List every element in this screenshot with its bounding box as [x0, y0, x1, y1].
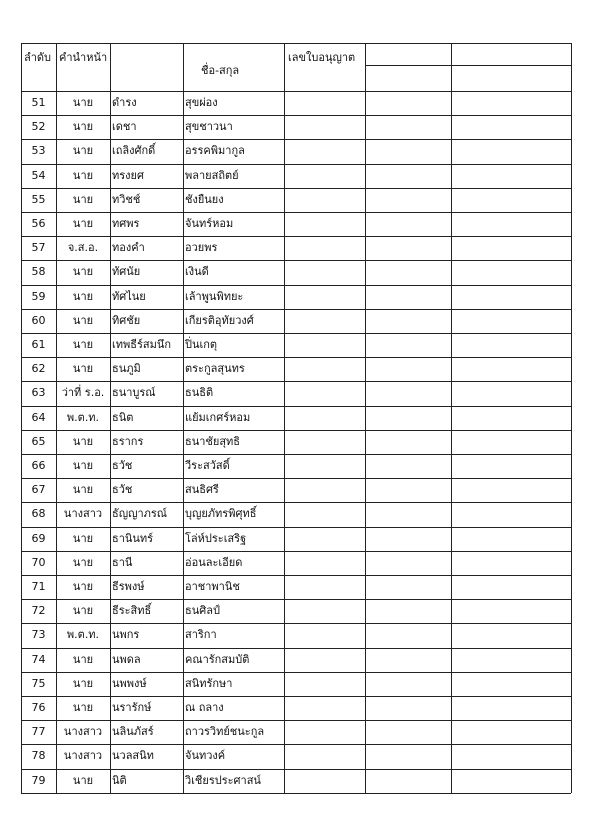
cell-last: ธนาชัยสุทธิ [185, 434, 240, 448]
grid-line [21, 212, 571, 213]
grid-line [21, 527, 571, 528]
grid-line [365, 43, 366, 793]
cell-first: เทพธีร์สมนึก [112, 338, 172, 351]
cell-prefix: นางสาว [63, 507, 103, 521]
grid-line [21, 381, 571, 382]
cell-prefix: พ.ต.ท. [66, 628, 100, 642]
cell-no: 59 [31, 289, 46, 303]
grid-line [21, 188, 571, 189]
cell-first: ทรงยศ [112, 168, 144, 182]
cell-last: สนธิศรี [185, 483, 219, 497]
grid-line [21, 696, 571, 697]
cell-prefix: นาย [72, 338, 94, 351]
cell-first: ธนิต [112, 410, 134, 424]
cell-last: จันทร์หอม [185, 217, 234, 230]
cell-last: แย้มเกศร์หอม [185, 410, 251, 424]
cell-no: 74 [31, 652, 46, 666]
grid-line [21, 478, 571, 479]
cell-no: 78 [31, 749, 46, 763]
cell-no: 69 [31, 531, 46, 545]
grid-line [21, 91, 571, 92]
grid-line [21, 551, 571, 552]
cell-no: 67 [31, 483, 46, 497]
cell-prefix: นาย [72, 580, 94, 593]
cell-no: 57 [31, 241, 46, 255]
cell-first: เถลิงศักดิ์ [112, 144, 156, 158]
cell-prefix: นาย [72, 701, 94, 714]
cell-no: 56 [31, 217, 46, 230]
cell-first: ธวัช [112, 459, 133, 472]
cell-last: บุญยภัทรพิศุทธิ์ [185, 507, 257, 521]
cell-first: นพดล [112, 652, 141, 666]
cell-no: 55 [31, 192, 46, 206]
cell-no: 76 [31, 701, 46, 714]
cell-prefix: นางสาว [63, 725, 103, 739]
cell-first: ธีรพงษ์ [112, 580, 145, 593]
cell-prefix: นาย [72, 459, 94, 472]
cell-last: อ่อนละเอียด [185, 555, 243, 569]
grid-line [21, 648, 571, 649]
grid-line [21, 744, 571, 745]
cell-last: ธนศิลป์ [185, 604, 220, 618]
cell-last: อรรคพิมากูล [185, 144, 245, 158]
cell-last: เงินดี [185, 265, 209, 279]
header-license: เลขใบอนุญาต [288, 51, 356, 64]
cell-no: 66 [31, 459, 46, 472]
grid-line [21, 43, 571, 44]
cell-no: 51 [31, 96, 46, 109]
grid-line [21, 406, 571, 407]
grid-line [21, 672, 571, 673]
grid-line [451, 43, 452, 793]
cell-first: นลินภัสร์ [112, 725, 154, 739]
cell-no: 65 [31, 434, 46, 448]
cell-first: ธวัช [112, 483, 133, 497]
cell-first: ทวิชช์ [112, 192, 141, 206]
cell-prefix: นางสาว [63, 749, 103, 763]
cell-first: ดำรง [112, 96, 137, 109]
cell-first: ทศพร [112, 217, 140, 230]
cell-prefix: จ.ส.อ. [67, 241, 99, 255]
cell-no: 62 [31, 362, 46, 376]
grid-line [21, 454, 571, 455]
cell-prefix: นาย [72, 434, 94, 448]
grid-line [21, 769, 571, 770]
cell-prefix: นาย [72, 289, 94, 303]
cell-last: สนิทรักษา [185, 676, 233, 690]
grid-line [571, 43, 572, 793]
cell-first: ธนภูมิ [112, 362, 141, 376]
cell-first: ทัศนัย [112, 265, 141, 279]
grid-line [21, 236, 571, 237]
cell-first: ธานี [112, 555, 133, 569]
grid-line [21, 502, 571, 503]
grid-line [21, 430, 571, 431]
cell-prefix: นาย [72, 265, 94, 279]
grid-line [21, 333, 571, 334]
cell-no: 61 [31, 338, 46, 351]
cell-no: 54 [31, 168, 46, 182]
cell-last: คณารักสมบัติ [185, 652, 250, 666]
cell-no: 71 [31, 580, 46, 593]
grid-line [21, 599, 571, 600]
grid-line [365, 65, 571, 66]
cell-prefix: นาย [72, 313, 94, 327]
cell-no: 53 [31, 144, 46, 158]
cell-prefix: นาย [72, 773, 94, 787]
grid-line [21, 115, 571, 116]
cell-first: ธรากร [112, 434, 144, 448]
cell-prefix: นาย [72, 483, 94, 497]
cell-prefix: นาย [72, 168, 94, 182]
cell-last: ตระกูลสุนทร [185, 362, 245, 376]
license-table [21, 43, 571, 802]
cell-first: นพกร [112, 628, 140, 642]
cell-last: สุขผ่อง [185, 96, 218, 109]
cell-prefix: นาย [72, 217, 94, 230]
grid-line [21, 357, 571, 358]
cell-prefix: นาย [72, 192, 94, 206]
cell-first: เดชา [112, 120, 137, 134]
cell-no: 79 [31, 773, 46, 787]
cell-last: สาริกา [185, 628, 217, 642]
cell-last: ธนธิติ [185, 386, 214, 400]
cell-prefix: นาย [72, 652, 94, 666]
cell-no: 52 [31, 120, 46, 134]
cell-first: ธัญญาภรณ์ [112, 507, 167, 521]
cell-first: นวลสนิท [112, 749, 154, 763]
cell-prefix: นาย [72, 604, 94, 618]
cell-prefix: นาย [72, 362, 94, 376]
cell-no: 77 [31, 725, 46, 739]
cell-no: 72 [31, 604, 46, 618]
cell-first: นพพงษ์ [112, 676, 147, 690]
cell-prefix: นาย [72, 555, 94, 569]
cell-no: 73 [31, 628, 46, 642]
cell-last: อวยพร [185, 241, 218, 255]
grid-line [21, 139, 571, 140]
grid-line [21, 720, 571, 721]
cell-no: 58 [31, 265, 46, 279]
cell-last: จันทวงค์ [185, 749, 226, 763]
cell-prefix: พ.ต.ท. [66, 410, 100, 424]
cell-last: พลายสถิตย์ [185, 168, 239, 182]
cell-last: วีระสวัสดิ์ [185, 459, 230, 472]
header-name: ชื่อ-สกุล [201, 64, 240, 77]
cell-first: ทัศไนย [112, 289, 146, 303]
grid-line [21, 623, 571, 624]
header-prefix: คำนำหน้า [59, 51, 108, 64]
cell-no: 70 [31, 555, 46, 569]
cell-prefix: นาย [72, 531, 94, 545]
cell-last: ณ ถลาง [185, 701, 224, 714]
cell-prefix: นาย [72, 96, 94, 109]
cell-last: อาชาพานิช [185, 580, 240, 593]
cell-first: ทองคำ [112, 241, 145, 255]
cell-first: ธานินทร์ [112, 531, 154, 545]
cell-prefix: นาย [72, 144, 94, 158]
cell-first: ทิศชัย [112, 313, 141, 327]
cell-no: 63 [31, 386, 46, 400]
cell-last: วิเชียรประศาสน์ [185, 773, 261, 787]
grid-line [21, 285, 571, 286]
cell-prefix: นาย [72, 676, 94, 690]
cell-prefix: ว่าที่ ร.อ. [61, 386, 105, 400]
cell-last: ถาวรวิทย์ชนะกูล [185, 725, 265, 739]
cell-last: โล่ห์ประเสริฐ [185, 531, 247, 545]
cell-first: นรารักษ์ [112, 701, 152, 714]
cell-last: เล้าพูนพิทยะ [185, 289, 244, 303]
grid-line [21, 793, 571, 794]
cell-prefix: นาย [72, 120, 94, 134]
cell-last: ปิ่นเกตุ [185, 338, 218, 351]
cell-no: 64 [31, 410, 46, 424]
cell-no: 60 [31, 313, 46, 327]
cell-no: 68 [31, 507, 46, 521]
cell-first: นิติ [112, 773, 127, 787]
cell-last: ชังยืนยง [185, 192, 224, 206]
cell-no: 75 [31, 676, 46, 690]
grid-line [21, 309, 571, 310]
grid-line [21, 164, 571, 165]
cell-first: ธีระสิทธิ์ [112, 604, 152, 618]
cell-last: สุขชาวนา [185, 120, 233, 134]
cell-last: เกียรติอุทัยวงศ์ [185, 313, 254, 327]
cell-first: ธนาบูรณ์ [112, 386, 156, 400]
grid-line [21, 260, 571, 261]
header-no: ลำดับ [24, 51, 52, 64]
grid-line [21, 575, 571, 576]
